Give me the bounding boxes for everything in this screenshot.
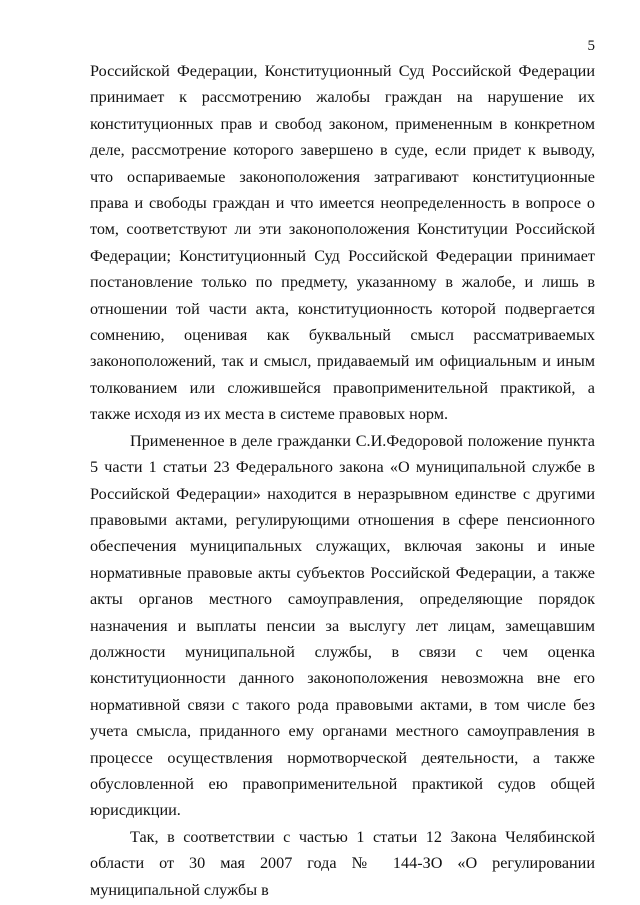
- document-body: [90, 58, 595, 903]
- paragraph-federal-law-provision: Примененное в деле гражданки С.И.Федоровой положение пункта 5 части 1 статьи 23 Федерального закона «О муниципальной службе в Российской Федерации» находится в неразрывном единстве с другими правовыми актами, регулирующими отношения в сфере пенсионного обеспечения муниципальных служащих, включая законы и иные нормативные правовые акты субъектов Российской Федерации, а также акты органов местного самоуправления, определяющие порядок назначения и выплаты пенсии за выслугу лет лицам, замещавшим должности муниципальной службы, в связи с чем оценка конституционности данного законоположения невозможна вне его нормативной связи с такого рода правовыми актами, в том числе без учета смысла, приданного ему органами местного самоуправления в процессе осуществления нормотворческой деятельности, а также обусловленной ею правоприменительной практикой судов общей юрисдикции.: [90, 431, 595, 820]
- page-number: 5: [587, 38, 595, 54]
- paragraph-continuation: Российской Федерации, Конституционный Суд Российской Федерации принимает к рассмотрению жалобы граждан на нарушение их конституционных прав и свобод законом, примененным в конкретном деле, рассмотрение которого завершено в суде, если придет к выводу, что оспариваемые законоположения затрагивают конституционные права и свободы граждан и что имеется неопределенность в вопросе о том, соответствуют ли эти законоположения Конституции Российской Федерации; Конституционный Суд Российской Федерации принимает постановление только по предмету, указанному в жалобе, и лишь в отношении той части акта, конституционность которой подвергается сомнению, оценивая как буквальный смысл рассматриваемых законоположений, так и смысл, придаваемый им официальным и иным толкованием или сложившейся правоприменительной практикой, а также исходя из их места в системе правовых норм.: [90, 62, 595, 424]
- paragraph-chelyabinsk-law: Так, в соответствии с частью 1 статьи 12 Закона Челябинской области от 30 мая 2007 года № 144-ЗО «О регулировании муниципальной службы в: [90, 827, 595, 899]
